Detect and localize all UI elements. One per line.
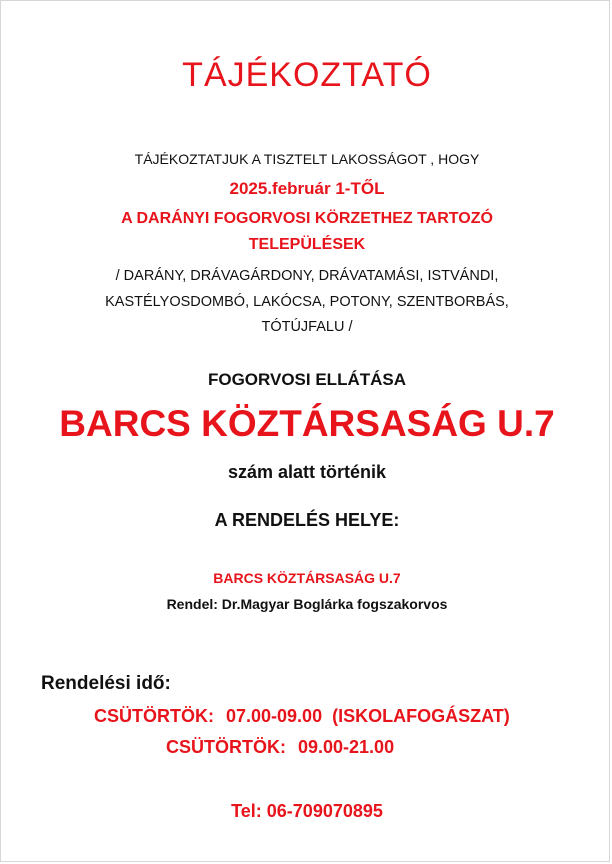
slot-day: CSÜTÖRTÖK: (166, 737, 286, 757)
slot-time: 09.00-21.00 (298, 737, 395, 757)
slot-note: (ISKOLAFOGÁSZAT) (332, 706, 510, 726)
towns-line-1: / DARÁNY, DRÁVAGÁRDONY, DRÁVATAMÁSI, ISTVÁNDI, (115, 268, 499, 284)
slot-time: 07.00-09.00 (226, 706, 323, 726)
hours-slot-1 (94, 706, 510, 727)
care-label: FOGORVOSI ELLÁTÁSA (207, 370, 407, 389)
place-label: A RENDELÉS HELYE: (214, 510, 400, 530)
after-address-text: szám alatt történik (227, 462, 387, 482)
hours-slot-2 (166, 737, 394, 758)
doctor-info: Rendel: Dr.Magyar Boglárka fogszakorvos (166, 596, 448, 612)
slot-day: CSÜTÖRTÖK: (94, 706, 214, 726)
main-address: BARCS KÖZTÁRSASÁG U.7 (59, 403, 555, 444)
intro-text: TÁJÉKOZTATJUK A TISZTELT LAKOSSÁGOT , HOGY (134, 151, 480, 167)
notice-title: TÁJÉKOZTATÓ (182, 56, 432, 94)
district-line-1: A DARÁNYI FOGORVOSI KÖRZETHEZ TARTOZÓ (121, 210, 493, 227)
towns-line-3: TÓTÚJFALU / (261, 319, 353, 335)
place-address: BARCS KÖZTÁRSASÁG U.7 (213, 570, 401, 586)
hours-title: Rendelési idő: (41, 673, 171, 694)
effective-date: 2025.február 1-TŐL (229, 179, 385, 198)
district-line-2: TELEPÜLÉSEK (248, 236, 366, 253)
phone-number: Tel: 06-709070895 (231, 801, 383, 821)
towns-line-2: KASTÉLYOSDOMBÓ, LAKÓCSA, POTONY, SZENTBORBÁS, (105, 294, 509, 310)
